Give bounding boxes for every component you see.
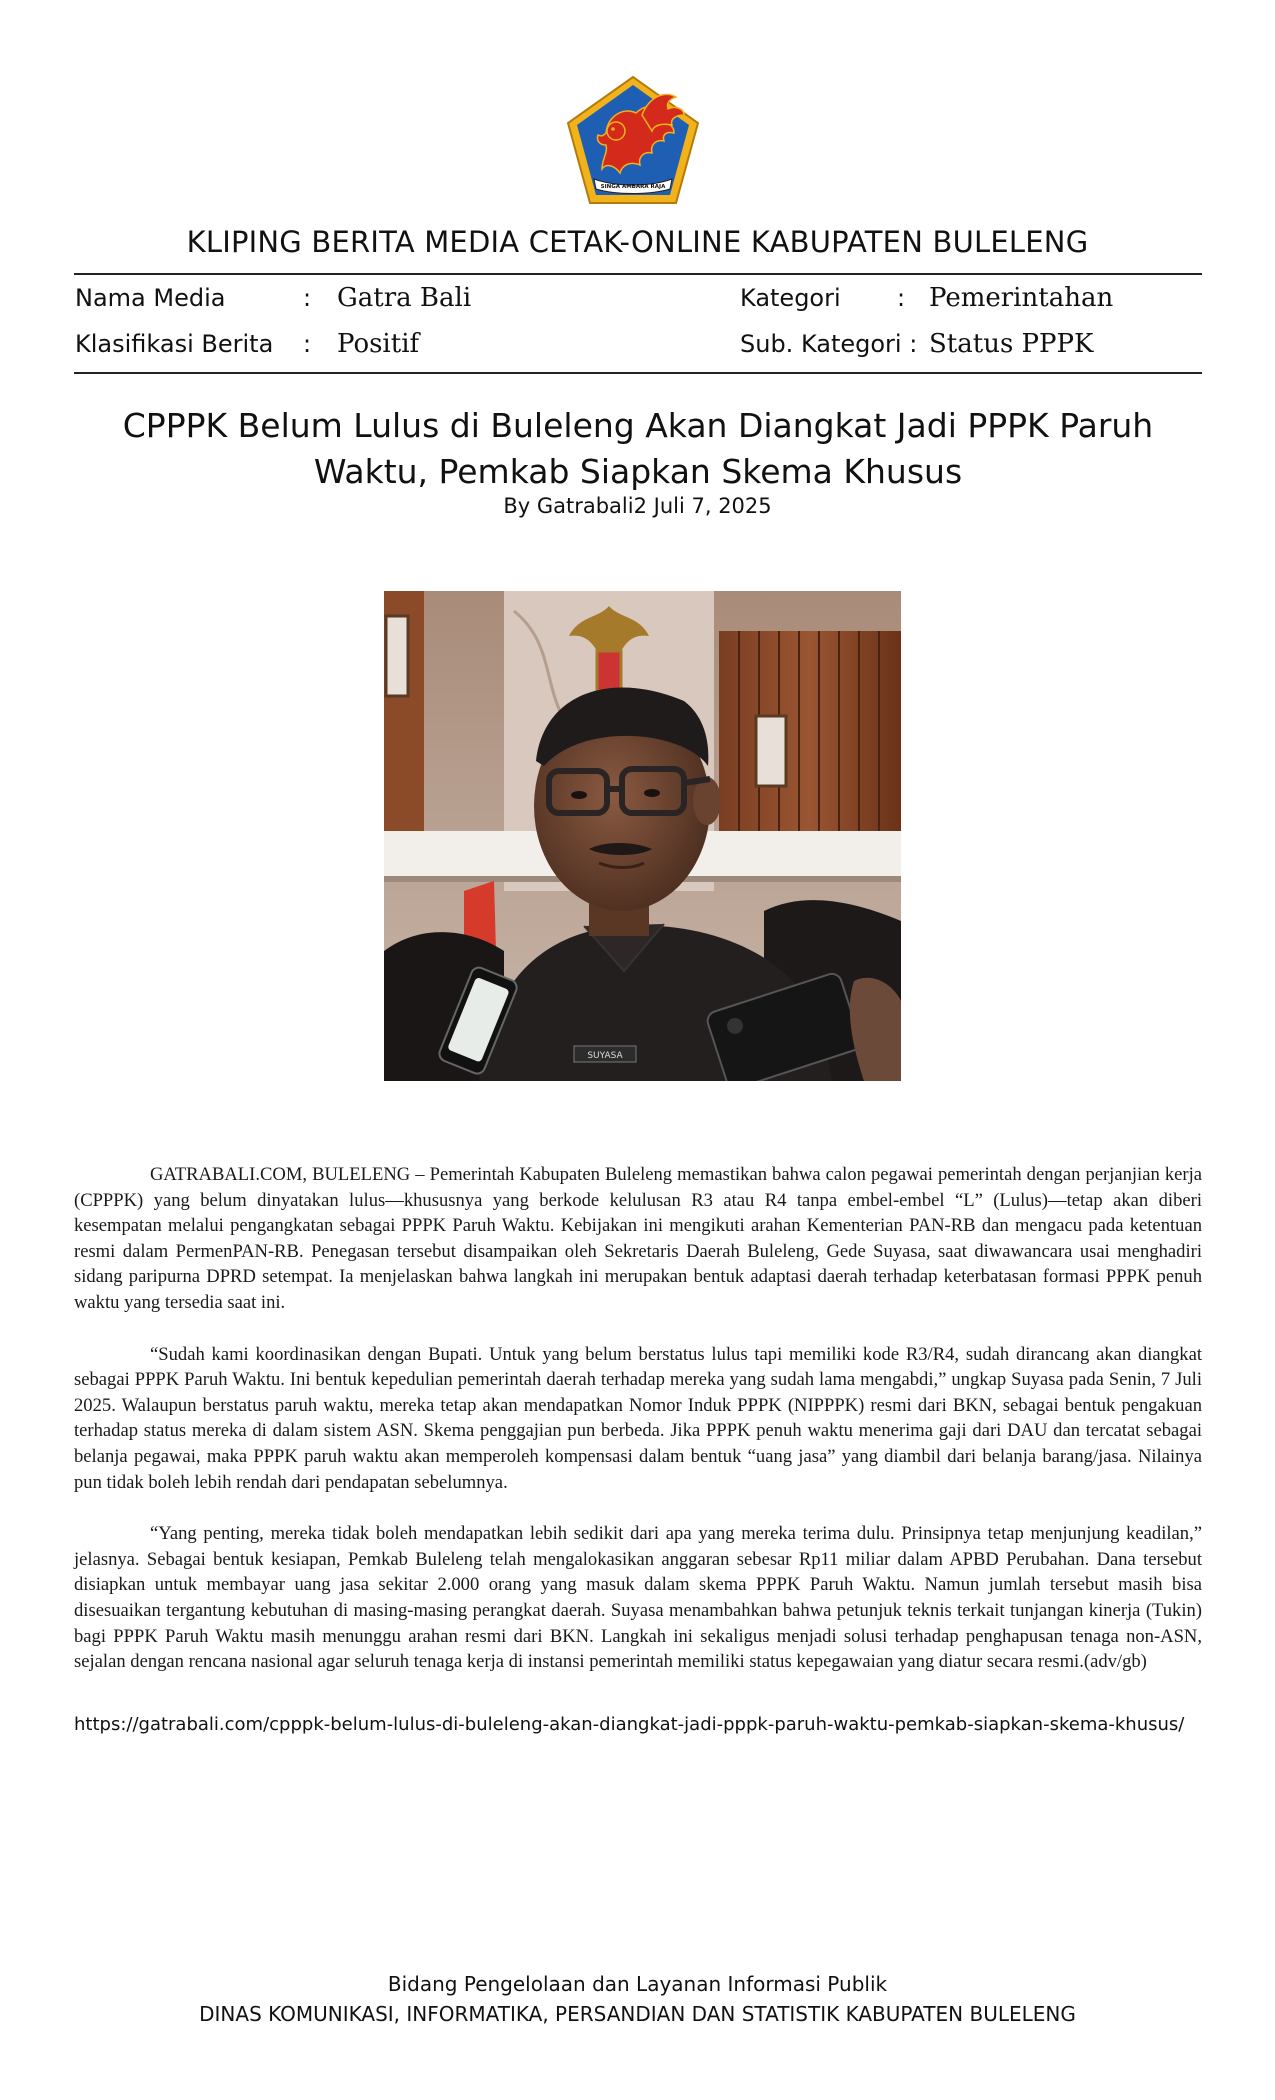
media-name-colon: : [303, 284, 312, 312]
media-name-label: Nama Media [75, 284, 226, 312]
media-name-value: Gatra Bali [337, 283, 472, 313]
subcategory-label: Sub. Kategori : [740, 330, 918, 358]
subcategory-value: Status PPPK [929, 329, 1094, 359]
article-photo [384, 591, 901, 1081]
category-value: Pemerintahan [929, 283, 1114, 313]
footer-division: Bidang Pengelolaan dan Layanan Informasi Publik [387, 1972, 888, 1996]
article-byline: By Gatrabali2 Juli 7, 2025 [503, 494, 772, 518]
header-top-divider [74, 273, 1202, 275]
footer-agency: DINAS KOMUNIKASI, INFORMATIKA, PERSANDIAN DAN STATISTIK KABUPATEN BULELENG [199, 2002, 1076, 2026]
article-paragraph-2: “Sudah kami koordinasikan dengan Bupati. Untuk yang belum berstatus lulus tapi memiliki kode R3/R4, sudah dirancang akan diangkat sebagai PPPK Paruh Waktu. Ini bentuk kepedulian pemerintah daerah terhadap mereka yang sudah lama mengabdi,” ungkap Suyasa pada Senin, 7 Juli 2025. Walaupun berstatus paruh waktu, mereka tetap akan mendapatkan Nomor Induk PPPK (NIPPPK) resmi dari BKN, sebagai bentuk pengakuan terhadap status mereka di dalam sistem ASN. Skema penggajian pun berbeda. Jika PPPK penuh waktu menerima gaji dari DAU dan tercatat sebagai belanja pegawai, maka PPPK paruh waktu akan memperoleh kompensasi dalam bentuk “uang jasa” yang diambil dari belanja barang/jasa. Nilainya pun tidak boleh lebih rendah dari pendapatan sebelumnya. [74, 1343, 1202, 1493]
clipping-header-title: KLIPING BERITA MEDIA CETAK-ONLINE KABUPATEN BULELENG [186, 225, 1089, 259]
buleleng-regency-crest-icon [566, 75, 700, 205]
article-paragraph-1: GATRABALI.COM, BULELENG – Pemerintah Kabupaten Buleleng memastikan bahwa calon pegawai pemerintah dengan perjanjian kerja (CPPPK) yang belum dinyatakan lulus—khususnya yang berkode kelulusan R3 atau R4 tanpa embel-embel “L” (Lulus)—tetap akan diberi kesempatan melalui pengangkatan sebagai PPPK Paruh Waktu. Kebijakan ini mengikuti arahan Kementerian PAN-RB dan mengacu pada ketentuan resmi dalam PermenPAN-RB. Penegasan tersebut disampaikan oleh Sekretaris Daerah Buleleng, Gede Suyasa, saat diwawancara usai menghadiri sidang paripurna DPRD setempat. Ia menjelaskan bahwa langkah ini merupakan bentuk adaptasi daerah terhadap keterbatasan formasi PPPK penuh waktu yang tersedia saat ini. [74, 1164, 1202, 1313]
category-colon: : [897, 284, 906, 312]
news-classification-value: Positif [337, 329, 420, 359]
news-classification-label: Klasifikasi Berita [75, 330, 274, 358]
article-body [74, 1162, 1202, 1701]
article-paragraph-3: “Yang penting, mereka tidak boleh mendapatkan lebih sedikit dari apa yang mereka terima dulu. Prinsipnya tetap menjunjung keadilan,” jelasnya. Sebagai bentuk kesiapan, Pemkab Buleleng telah mengalokasikan anggaran sebesar Rp11 miliar dalam APBD Perubahan. Dana tersebut disiapkan untuk membayar uang jasa sekitar 2.000 orang yang masuk dalam skema PPPK Paruh Waktu. Namun jumlah tersebut masih bisa disesuaikan tergantung kebutuhan di masing-masing perangkat daerah. Suyasa menambahkan bahwa petunjuk teknis terkait tunjangan kinerja (Tukin) bagi PPPK Paruh Waktu masih menunggu arahan resmi dari BKN. Langkah ini sekaligus menjadi solusi terhadap penghapusan tenaga non-ASN, sejalan dengan rencana nasional agar seluruh tenaga kerja di instansi pemerintah memiliki status kepegawaian yang diatur secara resmi.(adv/gb) [74, 1523, 1202, 1673]
photo-name-tag: SUYASA [587, 1051, 623, 1061]
article-title: CPPPK Belum Lulus di Buleleng Akan Diangkat Jadi PPPK Paruh Waktu, Pemkab Siapkan Skema Khusus [122, 406, 1154, 491]
crest-motto: SINGA AMBARA RAJA [600, 184, 666, 190]
news-classification-colon: : [303, 330, 312, 358]
header-bottom-divider [74, 372, 1202, 374]
article-source-link[interactable]: https://gatrabali.com/cpppk-belum-lulus-di-buleleng-akan-diangkat-jadi-pppk-paruh-waktu-pemkab-siapkan-skema-khusus/ [74, 1714, 1185, 1735]
category-label: Kategori [740, 284, 841, 312]
